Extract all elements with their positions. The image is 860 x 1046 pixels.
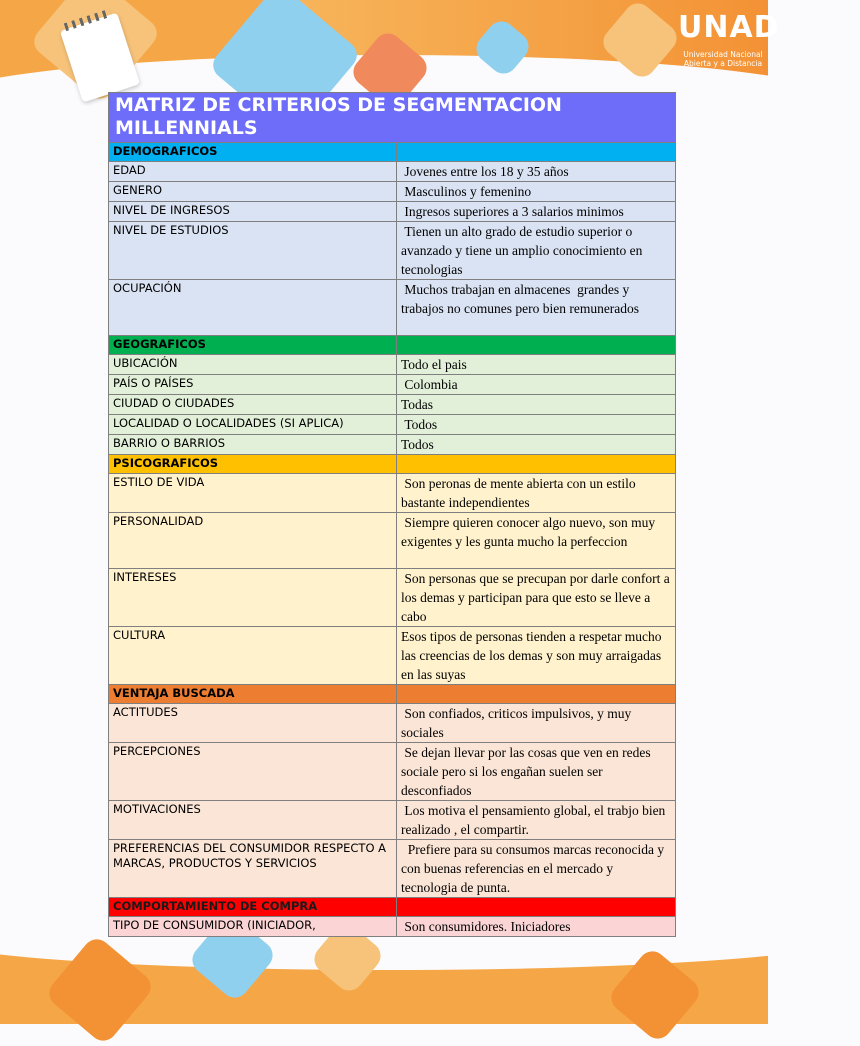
criterion-label: CULTURA <box>109 627 397 685</box>
criterion-value: Son personas que se precupan por darle confort a los demas y participan para que esto se lleve a cabo <box>397 569 676 627</box>
matrix-row <box>109 627 676 685</box>
matrix-row <box>109 202 676 222</box>
criterion-value: Siempre quieren conocer algo nuevo, son muy exigentes y les gunta mucho la perfeccion <box>397 513 676 569</box>
matrix-row <box>109 415 676 435</box>
matrix-row <box>109 182 676 202</box>
matrix-row <box>109 162 676 182</box>
matrix-row <box>109 435 676 455</box>
section-header-psicograficos <box>109 455 676 474</box>
logo-line2: Abierta y a Distancia <box>683 59 763 68</box>
criterion-label: PERCEPCIONES <box>109 743 397 801</box>
criterion-value: Son confiados, criticos impulsivos, y muy sociales <box>397 704 676 743</box>
section-title: GEOGRAFICOS <box>109 336 397 355</box>
criterion-value: Los motiva el pensamiento global, el trabjo bien realizado , el compartir. <box>397 801 676 840</box>
matrix-row <box>109 569 676 627</box>
section-header-ventaja <box>109 685 676 704</box>
section-title: PSICOGRAFICOS <box>109 455 397 474</box>
matrix-row <box>109 355 676 375</box>
matrix-title <box>109 93 676 143</box>
matrix-row <box>109 917 676 937</box>
criterion-label: PREFERENCIAS DEL CONSUMIDOR RESPECTO A MARCAS, PRODUCTOS Y SERVICIOS <box>109 840 397 898</box>
logo-line1: Universidad Nacional <box>683 50 763 59</box>
criterion-label: CIUDAD O CIUDADES <box>109 395 397 415</box>
title-row <box>109 93 676 143</box>
criterion-value: Muchos trabajan en almacenes grandes y trabajos no comunes pero bien remunerados <box>397 280 676 336</box>
matrix-row <box>109 395 676 415</box>
criterion-value: Son consumidores. Iniciadores <box>397 917 676 937</box>
matrix-row <box>109 513 676 569</box>
criterion-label: INTERESES <box>109 569 397 627</box>
criterion-value: Se dejan llevar por las cosas que ven en redes sociale pero si los engañan suelen ser desconfiados <box>397 743 676 801</box>
criterion-value: Todo el pais <box>397 355 676 375</box>
section-title-blank <box>397 685 676 704</box>
criterion-value: Ingresos superiores a 3 salarios minimos <box>397 202 676 222</box>
criterion-label: MOTIVACIONES <box>109 801 397 840</box>
criterion-value: Masculinos y femenino <box>397 182 676 202</box>
matrix-row <box>109 704 676 743</box>
criterion-label: UBICACIÓN <box>109 355 397 375</box>
criterion-value: Todos <box>397 415 676 435</box>
section-header-geograficos <box>109 336 676 355</box>
section-header-comportamiento <box>109 898 676 917</box>
matrix-row <box>109 375 676 395</box>
criterion-value: Jovenes entre los 18 y 35 años <box>397 162 676 182</box>
section-title: VENTAJA BUSCADA <box>109 685 397 704</box>
unad-logo <box>678 6 780 86</box>
criterion-label: PERSONALIDAD <box>109 513 397 569</box>
segmentation-matrix <box>108 92 676 937</box>
matrix-row <box>109 280 676 336</box>
section-title-blank <box>397 455 676 474</box>
criterion-label: LOCALIDAD O LOCALIDADES (SI APLICA) <box>109 415 397 435</box>
section-title-blank <box>397 336 676 355</box>
criterion-value: Prefiere para su consumos marcas reconocida y con buenas referencias en el mercado y tecnologia de punta. <box>397 840 676 898</box>
criterion-label: PAÍS O PAÍSES <box>109 375 397 395</box>
matrix-row <box>109 801 676 840</box>
criterion-label: TIPO DE CONSUMIDOR (INICIADOR, <box>109 917 397 937</box>
section-title-blank <box>397 898 676 917</box>
matrix-row <box>109 840 676 898</box>
criterion-label: NIVEL DE INGRESOS <box>109 202 397 222</box>
criterion-label: EDAD <box>109 162 397 182</box>
criterion-value: Todas <box>397 395 676 415</box>
criterion-label: BARRIO O BARRIOS <box>109 435 397 455</box>
criterion-value: Colombia <box>397 375 676 395</box>
criterion-label: OCUPACIÓN <box>109 280 397 336</box>
criterion-label: ESTILO DE VIDA <box>109 474 397 513</box>
section-title-blank <box>397 143 676 162</box>
section-title: COMPORTAMIENTO DE COMPRA <box>109 898 397 917</box>
criterion-label: NIVEL DE ESTUDIOS <box>109 222 397 280</box>
criterion-value: Esos tipos de personas tienden a respetar mucho las creencias de los demas y son muy arraigadas en las suyas <box>397 627 676 685</box>
matrix-row <box>109 222 676 280</box>
matrix-row <box>109 743 676 801</box>
title-line-2: MILLENNIALS <box>115 117 258 139</box>
section-header-demograficos <box>109 143 676 162</box>
criterion-label: GENERO <box>109 182 397 202</box>
criterion-value: Son peronas de mente abierta con un estilo bastante independientes <box>397 474 676 513</box>
section-title: DEMOGRAFICOS <box>109 143 397 162</box>
criterion-label: ACTITUDES <box>109 704 397 743</box>
criterion-value: Tienen un alto grado de estudio superior o avanzado y tiene un amplio conocimiento en tecnologias <box>397 222 676 280</box>
matrix-row <box>109 474 676 513</box>
title-line-1: MATRIZ DE CRITERIOS DE SEGMENTACION <box>115 94 562 116</box>
logo-mark: UNAD <box>678 10 780 45</box>
criterion-value: Todos <box>397 435 676 455</box>
